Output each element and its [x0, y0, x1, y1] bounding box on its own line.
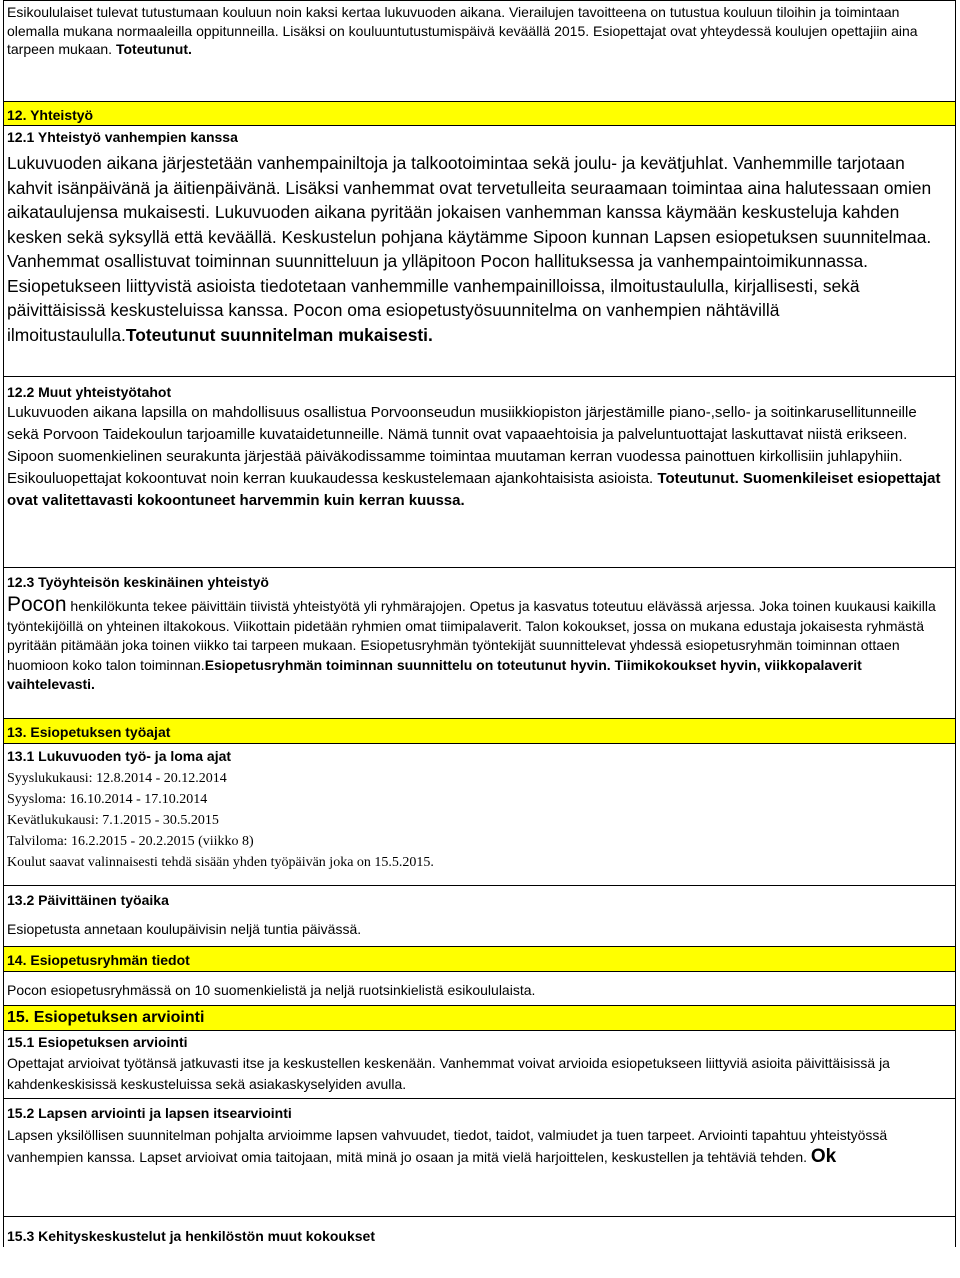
- schedule-line: Kevätlukukausi: 7.1.2015 - 30.5.2015: [7, 813, 219, 828]
- intro-cell: [3, 0, 956, 102]
- section-14-text: Pocon esiopetusryhmässä on 10 suomenkielistä ja neljä ruotsinkielistä esikoululaista.: [7, 982, 536, 998]
- section-15-2-text: Lapsen yksilöllisen suunnitelman pohjalta arvioimme lapsen vahvuudet, tiedot, taidot, valmiudet ja tuen tarpeet. Arviointi tapahtuu yhteistyössä vanhempien kanssa. Lapset arvioivat omia taitojaan, mitä minä jo osaan ja mitä vielä harjoittelen, keskustellen ja tehtäviä tehden. Ok: [7, 1127, 888, 1167]
- section-12-2-status-1: Toteutunut.: [657, 470, 739, 487]
- section-12-2-title: 12.2 Muut yhteistyötahot: [7, 384, 172, 400]
- section-12-1-paragraph-2: Esiopetukseen liittyvistä asioista tiedotetaan vanhemmille vanhempainilloissa, ilmoitustaululla, kirjallisesti, sekä päivittäisissä keskusteluissa kanssa. Pocon oma esiopetustyösuunnitelma on vanhempien nähtävillä ilmoitustaululla.Toteutunut suunnitelman mukaisesti.: [7, 275, 860, 345]
- section-12-3-paragraph: Pocon henkilökunta tekee päivittäin tiivistä yhteistyötä yli ryhmärajojen. Opetus ja kasvatus toteutuu elävässä arjessa. Joka toinen kuukausi kaikilla työntekijöillä on yhteinen iltakokous. Viikottain pidetään ryhmien omat tiimipalaverit. Talon kokoukset, jossa on mukana edustaja jokaisesta ryhmästä pyritään pitämään joka toinen viikko tai tarpeen mukaan. Esiopetusryhmän työntekijät suunnittelevat yhdessä esiopetusryhmän toiminnan ottaen huomioon koko talon toiminnan.Esiopetusryhmän toiminnan suunnittelu on toteutunut hyvin. Tiimikokoukset hyvin, viikkopalaverit vaihtelevasti.: [7, 593, 936, 693]
- section-12-3-cell: [3, 568, 956, 719]
- section-15-title: 15. Esiopetuksen arviointi: [3, 1006, 956, 1031]
- section-12-2-paragraph-2: Sipoon suomenkielinen seurakunta järjestää päiväkodissamme toimintaa muutaman kerran vuodessa painottuen kirkollisiin juhlapyhiin. Esikouluopettajat kokoontuvat noin kerran kuukaudessa keskustelemaan ajankohtaisista asioista. Toteutunut. Suomenkileiset esiopettajat ovat valitettavasti kokoontuneet harvemmin kuin kerran kuussa.: [7, 448, 941, 509]
- section-12-2-paragraph-1: Lukuvuoden aikana lapsilla on mahdollisuus osallistua Porvoonseudun musiikkiopiston järjestämille piano-,sello- ja soitinkarusellitunneille sekä Porvoon Taidekoulun tarjoamille kuvataidetunneille. Nämä tunnit ovat vapaaehtoisia ja palveluntuottajat laskuttavat niistä erikseen.: [7, 404, 917, 443]
- section-15-2-cell: [3, 1099, 956, 1217]
- section-13-2-cell: [3, 886, 956, 947]
- section-12-1-paragraph-1: Lukuvuoden aikana järjestetään vanhempainiltoja ja talkootoimintaa sekä joulu- ja kevätjuhlat. Vanhemmille tarjotaan kahvit isänpäivänä ja äitienpäivänä. Lisäksi vanhemmat ovat tervetulleita seuraamaan toimintaa aina halutessaan omien aikataulujensa mukaisesti. Lukuvuoden aikana pyritään jokaisen vanhemman kanssa käymään keskusteluja kahden kesken sekä syksyllä että keväällä. Keskustelun pohjana käytämme Sipoon kunnan Lapsen esiopetuksen suunnitelmaa. Vanhemmat osallistuvat toiminnan suunnitteluun ja ylläpitoon Pocon hallituksessa ja vanhempaintoimikunnassa.: [7, 153, 932, 271]
- section-13-2-text: Esiopetusta annetaan koulupäivisin neljä tuntia päivässä.: [7, 921, 362, 937]
- section-12-3-lead: Pocon: [7, 593, 67, 616]
- section-12-title: 12. Yhteistyö: [3, 102, 956, 126]
- section-15-1-title: 15.1 Esiopetuksen arviointi: [7, 1034, 188, 1050]
- section-13-1-title: 13.1 Lukuvuoden työ- ja loma ajat: [7, 748, 232, 764]
- section-14-title: 14. Esiopetusryhmän tiedot: [3, 947, 956, 972]
- section-13-1-cell: [3, 744, 956, 886]
- section-13-title: 13. Esiopetuksen työajat: [3, 719, 956, 744]
- section-12-3-status: Esiopetusryhmän toiminnan suunnittelu on toteutunut hyvin. Tiimikokoukset hyvin, viikkopalaverit vaihtelevasti.: [7, 656, 862, 693]
- document-page: [3, 0, 956, 1247]
- section-15-1-cell: [3, 1031, 956, 1099]
- section-15-2-title: 15.2 Lapsen arviointi ja lapsen itsearviointi: [7, 1105, 292, 1121]
- intro-text: Esikoululaiset tulevat tutustumaan kouluun noin kaksi kertaa lukuvuoden aikana. Vierailujen tavoitteena on tutustua kouluun tiloihin ja toimintaan olemalla mukana normaaleilla oppitunneilla. Lisäksi on kouluuntutustumispäivä keväällä 2015. Esiopettajat ovat yhteydessä koulujen opettajiin aina tarpeen mukaan.: [7, 4, 918, 57]
- section-12-1-status: Toteutunut suunnitelman mukaisesti.: [125, 324, 433, 345]
- section-13-2-title: 13.2 Päivittäinen työaika: [7, 892, 169, 908]
- section-12-3-title: 12.3 Työyhteisön keskinäinen yhteistyö: [7, 574, 269, 590]
- schedule-line: Syyslukukausi: 12.8.2014 - 20.12.2014: [7, 771, 227, 786]
- schedule-line: Koulut saavat valinnaisesti tehdä sisään yhden työpäivän joka on 15.5.2015.: [7, 855, 434, 870]
- section-15-2-ok: Ok: [810, 1146, 837, 1167]
- section-12-2-cell: [3, 377, 956, 568]
- section-12-1-cell: [3, 126, 956, 377]
- section-14-cell: [3, 972, 956, 1006]
- section-15-3-cell: [3, 1217, 956, 1247]
- section-15-3-title: 15.3 Kehityskeskustelut ja henkilöstön muut kokoukset: [7, 1228, 375, 1244]
- schedule-line: Talviloma: 16.2.2015 - 20.2.2015 (viikko 8): [7, 834, 254, 849]
- section-15-1-text: Opettajat arvioivat työtänsä jatkuvasti itse ja keskustellen keskenään. Vanhemmat voivat arvioida esiopetukseen liittyviä asioita päivittäisissä ja kahdenkeskisissä keskusteluissa sekä asiakaskyselyiden avulla.: [7, 1055, 890, 1092]
- section-12-2-status-2: Suomenkileiset esiopettajat ovat valitettavasti kokoontuneet harvemmin kuin kerran kuussa.: [7, 470, 941, 509]
- intro-status: Toteutunut.: [115, 41, 192, 57]
- schedule-line: Syysloma: 16.10.2014 - 17.10.2014: [7, 792, 208, 807]
- section-12-1-title: 12.1 Yhteistyö vanhempien kanssa: [7, 129, 238, 145]
